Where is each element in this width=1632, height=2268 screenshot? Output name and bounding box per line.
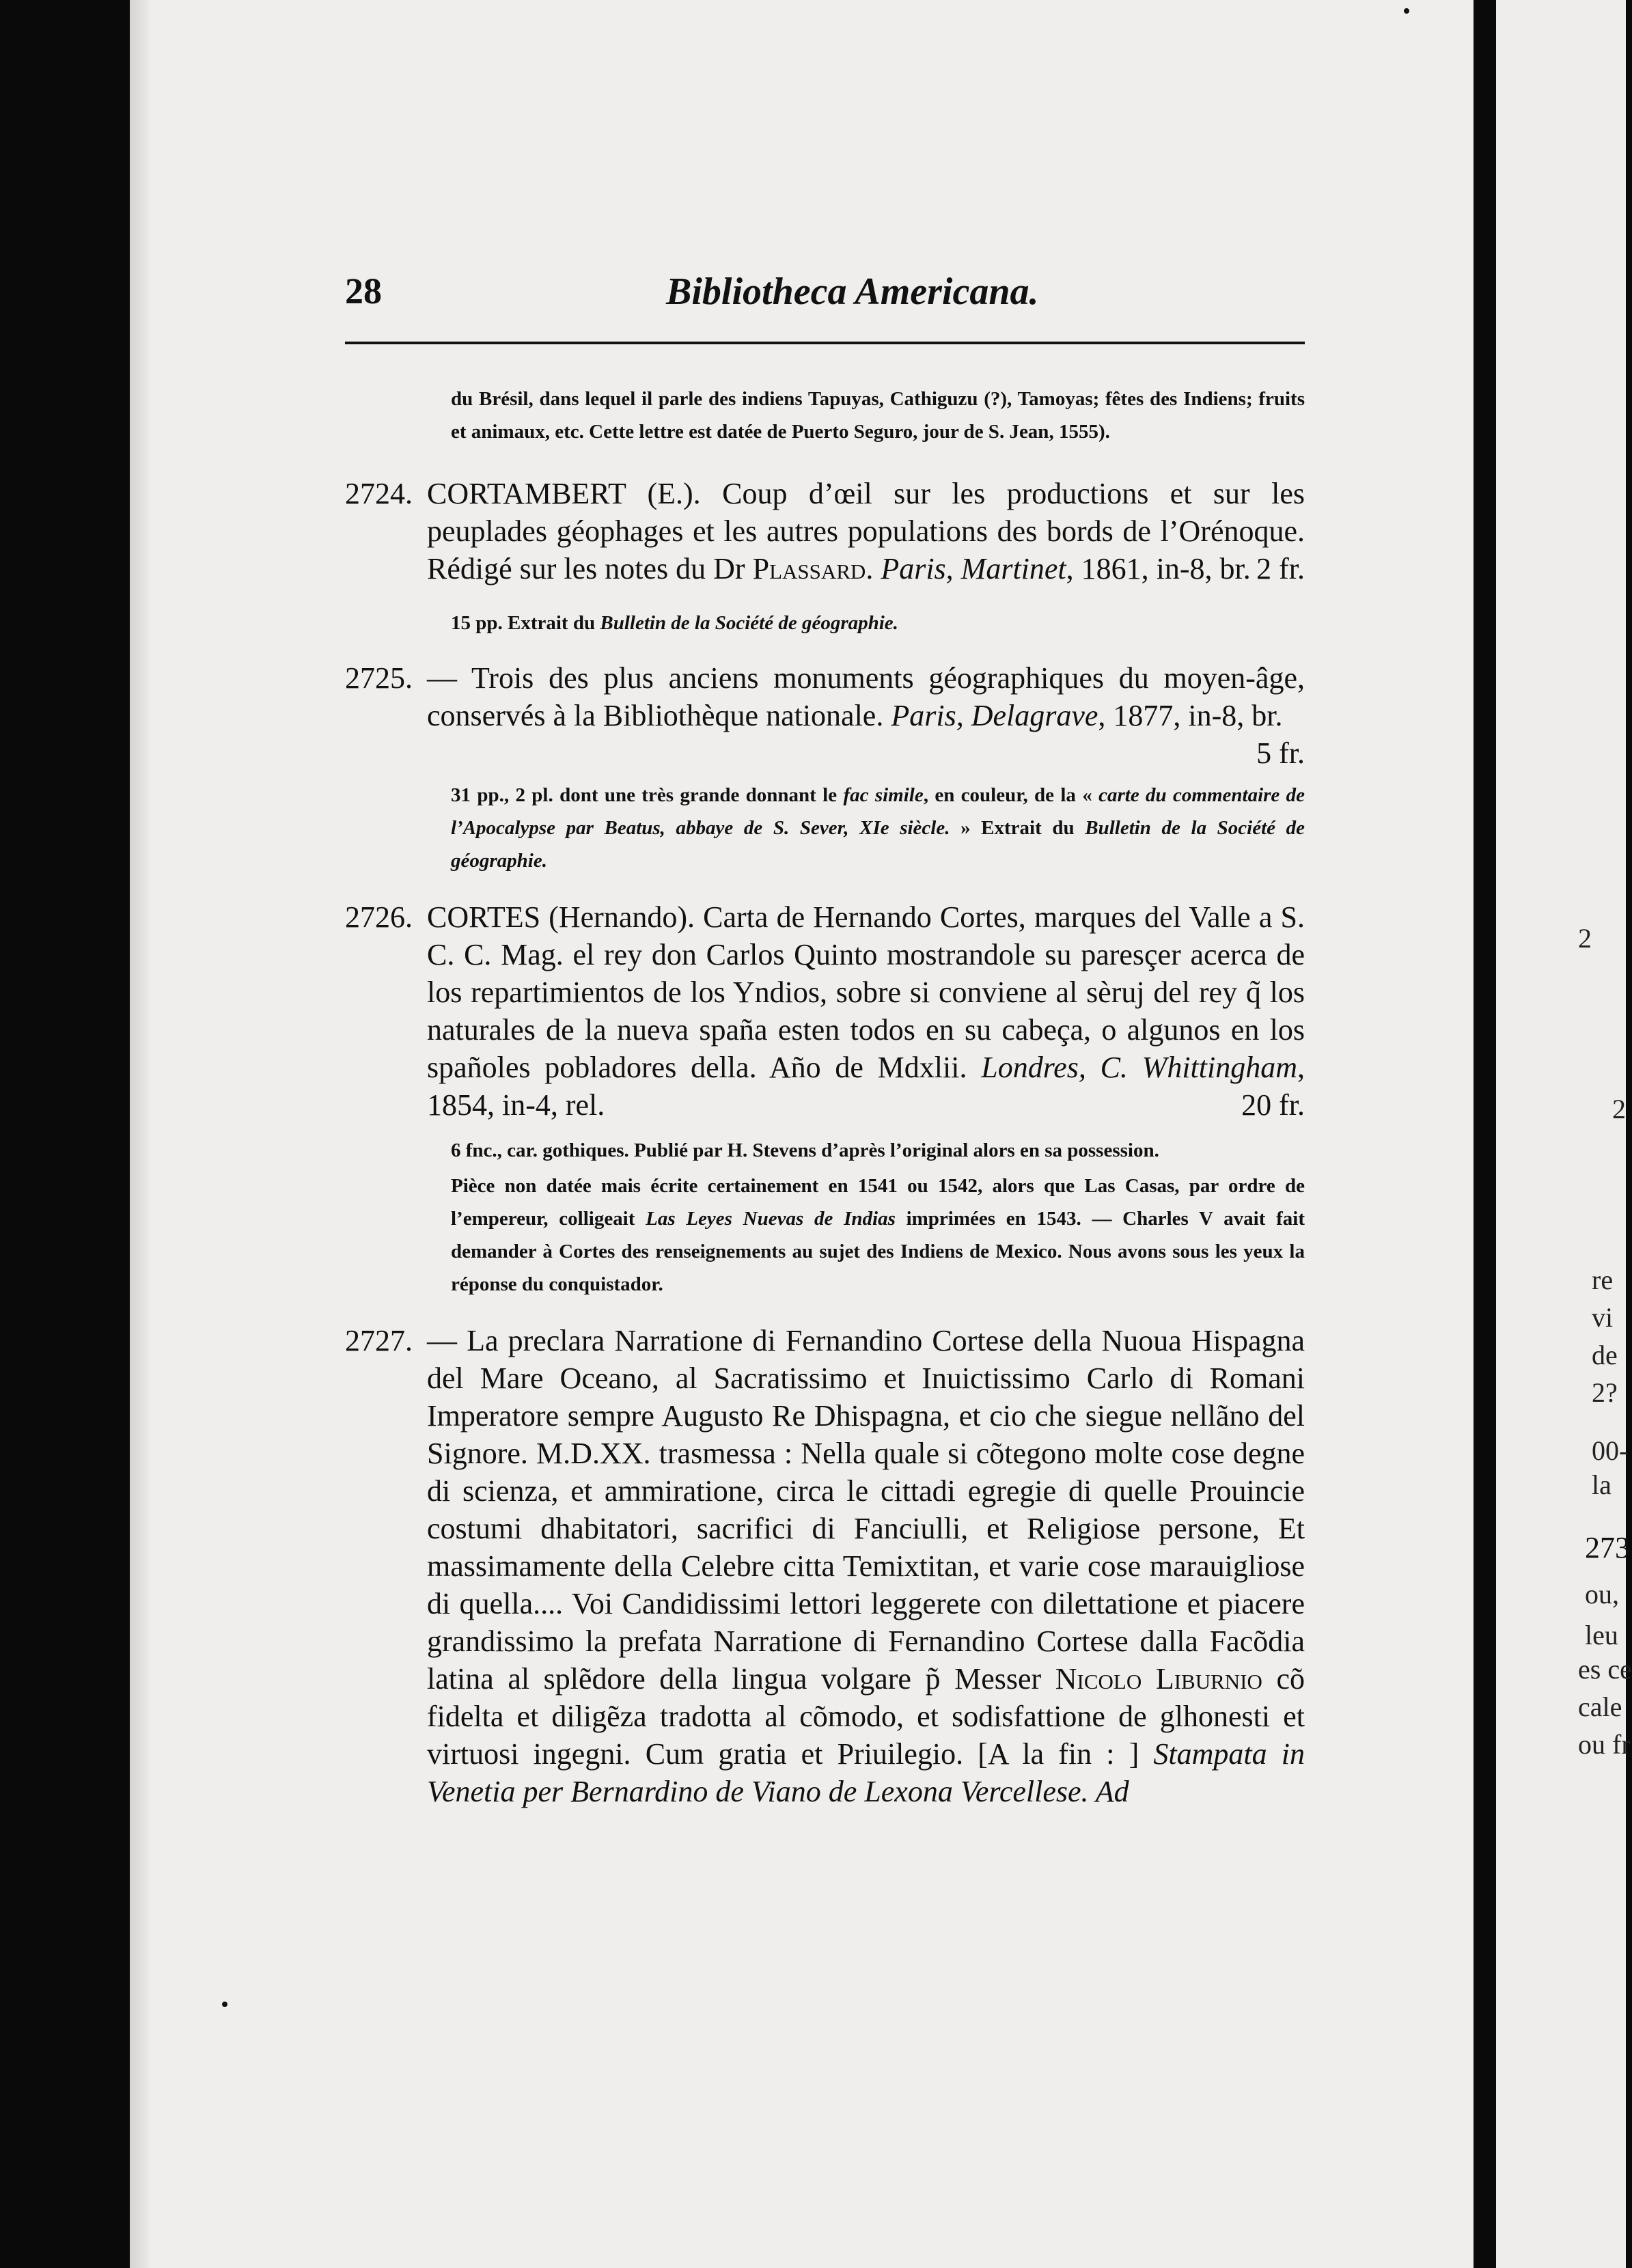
entry-note: Pièce non datée mais écrite certainement en 1541 ou 1542, alors que Las Casas, par ordre de l’empereur, colligeait Las Leyes Nuevas de Indias imprimées en 1543. — Charles V avait fait demander à Cortes des renseignements au sujet des Indiens de Mexico. Nous avons sous les yeux la réponse du conquistador. <box>451 1175 1305 1295</box>
book-gutter <box>1474 0 1496 2268</box>
page-number: 28 <box>345 271 382 312</box>
facing-fragment: cale <box>1578 1691 1622 1722</box>
entry-price: 2 fr. <box>1256 552 1305 585</box>
entry-text: — Trois des plus anciens monuments géographiques du moyen-âge, conservés à la Bibliothèque nationale. Paris, Delagrave, 1877, in-8, br. 5 fr. <box>427 659 1305 772</box>
entry-note: 15 pp. Extrait du Bulletin de la Société de géographie. <box>451 612 898 634</box>
facing-fragment: de <box>1592 1340 1618 1370</box>
entry-text: — La preclara Narratione di Fernandino Cortese della Nuoua Hispagna del Mare Oceano, al Sacratissimo et Inuictissimo Carlo di Romani Imperatore sempre Augusto Re Dhispagna, et cio che siegue nellãno del Signore. M.D.XX. trasmessa : Nella quale si cõtegono molte cose degne di scienza, et ammiratione, circa le cittadi egregie di quelle Prouincie costumi dhabitatori, sacrifici di Fanciulli, et Religiose persone, Et massimamente della Celebre citta Temixtitan, et varie cose marauigliose di quella.... Voi Candidissimi lettori leggerete con dilettatione et piacere grandissimo la prefata Narratione di Fernandino Cortese dalla Facõdia latina al splẽdore della lingua volgare p̃ Messer Nicolo Liburnio cõ fidelta et diligẽza tradotta al cõmodo, et sodisfattione de glhonesti et virtuosi ingegni. Cum gratia et Priuilegio. [A la fin : ] Stampata in Venetia per Bernardino de Viano de Lexona Vercellese. Ad <box>427 1324 1305 1808</box>
facing-fragment: 2 <box>1578 923 1592 954</box>
entry-text: CORTES (Hernando). Carta de Hernando Cortes, marques del Valle a S. C. C. Mag. el rey don Carlos Quinto mostrandole su paresçer acerca de los repartimientos de los Yndios, sobre si conviene al sèruj del rey q̃ los naturales de la nueva spaña esten todos en su cabeça, o algunos en los spañoles pobladores della. Año de Mdxlii. Londres, C. Whittingham, 1854, in-4, rel. 20 fr. <box>427 898 1305 1124</box>
header-rule <box>345 342 1305 344</box>
facing-fragment: vi <box>1592 1302 1614 1333</box>
facing-page-edge <box>1496 0 1632 2268</box>
entry-price: 20 fr. <box>1241 1088 1305 1122</box>
running-title: Bibliotheca Americana. <box>666 271 1039 313</box>
facing-fragment: 2? <box>1592 1377 1618 1408</box>
facing-fragment: ou fr <box>1578 1729 1631 1760</box>
speck <box>1404 8 1409 14</box>
facing-fragment: leu <box>1585 1620 1618 1650</box>
entry-number: 2724. <box>345 477 413 510</box>
entry-price: 5 fr. <box>1256 736 1305 770</box>
facing-fragment: ou, <box>1585 1579 1619 1609</box>
page-edge <box>130 0 149 2268</box>
page-header <box>345 270 1305 324</box>
facing-fragment: la <box>1592 1469 1612 1500</box>
continuation-note: du Brésil, dans lequel il parle des indiens Tapuyas, Cathiguzu (?), Tamoyas; fêtes des Indiens; fruits et animaux, etc. Cette lettre est datée de Puerto Seguro, jour de S. Jean, 1555). <box>451 388 1305 443</box>
entry-note: 31 pp., 2 pl. dont une très grande donnant le fac simile, en couleur, de la « carte du commentaire de l’Apocalypse par Beatus, abbaye de S. Sever, XIe siècle. » Extrait du Bulletin de la Société de géographie. <box>451 784 1305 872</box>
facing-fragment: es ce <box>1578 1654 1632 1685</box>
facing-fragment: 2 <box>1612 1094 1626 1124</box>
entry-note: 6 fnc., car. gothiques. Publié par H. Stevens d’après l’original alors en sa possession. <box>451 1139 1159 1161</box>
facing-fragment: 00- <box>1592 1435 1629 1466</box>
speck <box>222 2002 227 2007</box>
facing-fragment: 273 <box>1585 1531 1630 1564</box>
entry-text: CORTAMBERT (E.). Coup d’œil sur les productions et sur les peuplades géophages et les autres populations des bords de l’Orénoque. Rédigé sur les notes du Dr Plassard. Paris, Martinet, 1861, in-8, br. 2 fr. <box>427 475 1305 587</box>
entry-number: 2726. <box>345 900 413 934</box>
entry-number: 2725. <box>345 661 413 695</box>
entry-number: 2727. <box>345 1324 413 1357</box>
facing-fragment: re <box>1592 1264 1614 1295</box>
